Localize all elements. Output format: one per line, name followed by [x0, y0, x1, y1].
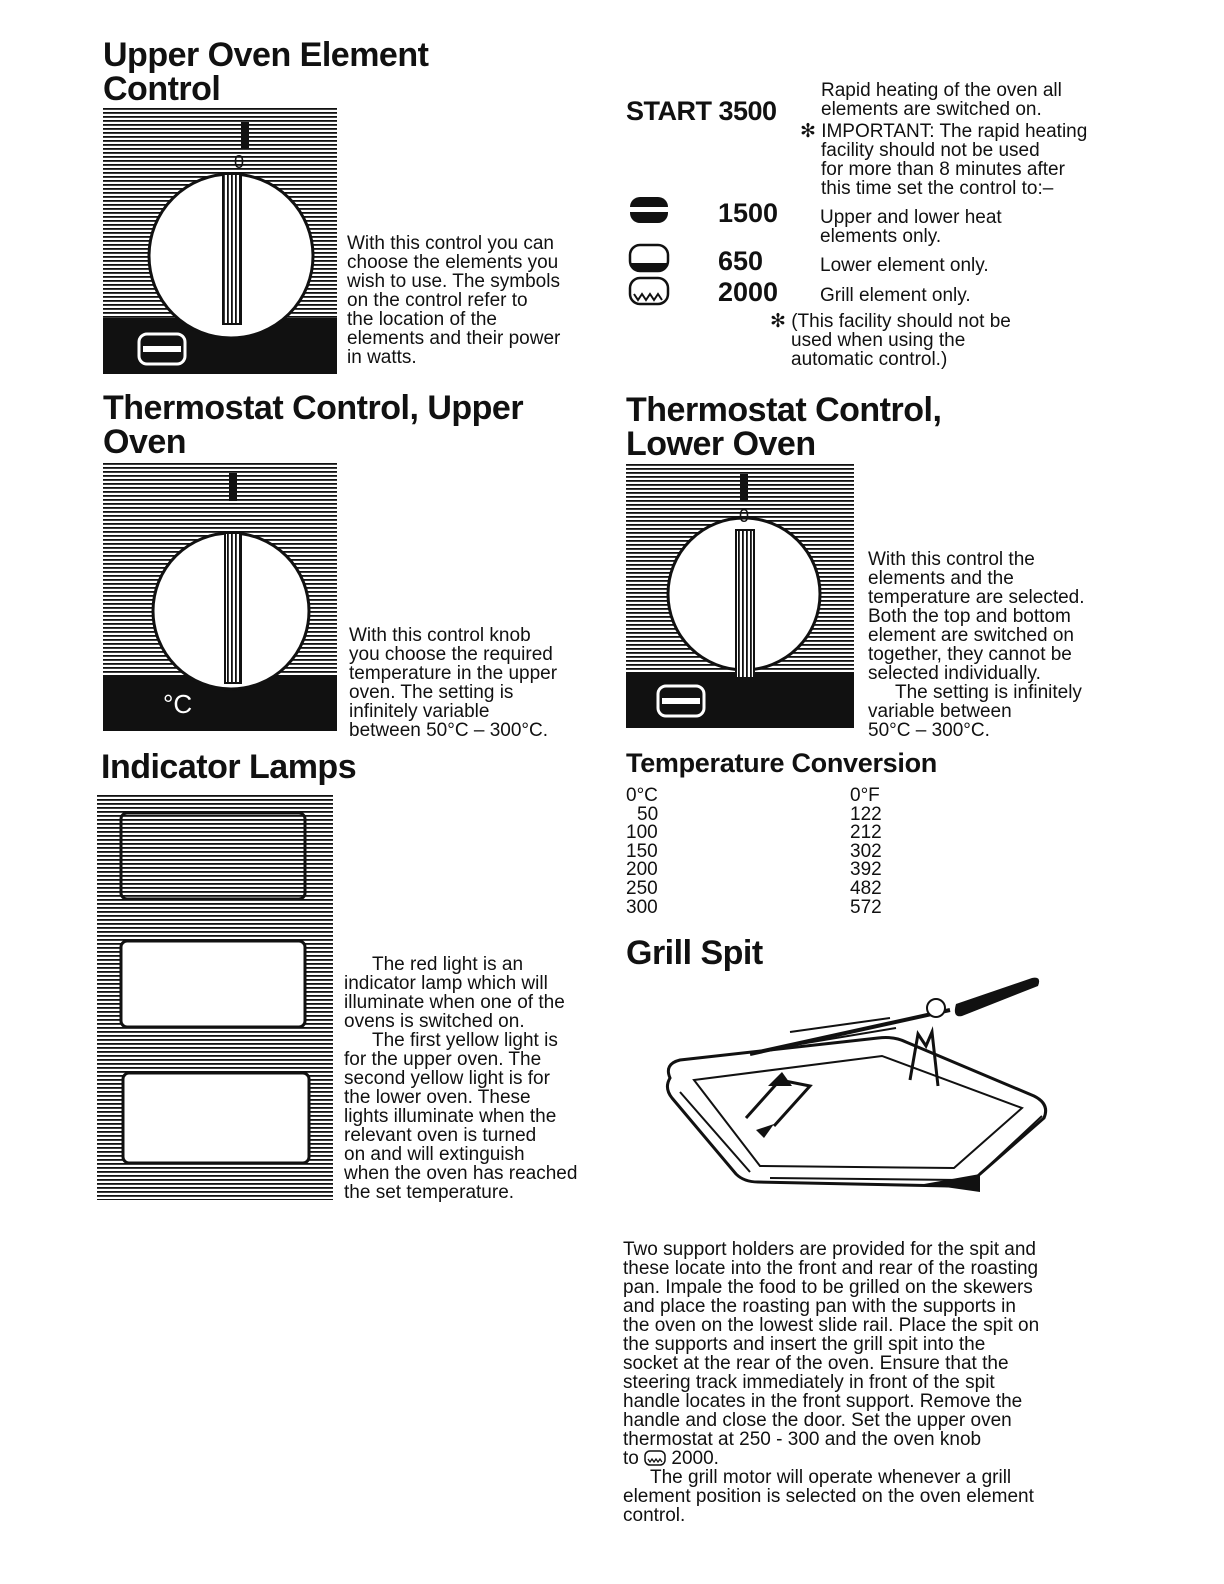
conversion-cell-f: 392: [850, 859, 882, 881]
indicator-desc-line: when the oven has reached: [344, 1163, 578, 1184]
upper-element-title-line2: Control: [103, 70, 221, 108]
indicator-desc-line: illuminate when one of the: [344, 992, 565, 1013]
thermo-lower-knob-label: 0: [738, 506, 750, 526]
upper-element-title-line1: Upper Oven Element: [103, 36, 429, 74]
grill-para-line: handle locates in the front support. Remove the: [623, 1391, 1023, 1412]
thermo-upper-desc-line: you choose the required: [349, 644, 553, 665]
grill-element-icon: [628, 276, 670, 306]
thermo-lower-desc-line: selected individually.: [868, 663, 1041, 684]
watts-1500: 1500: [718, 198, 779, 228]
note-line: ✻ (This facility should not be: [770, 311, 1011, 332]
grill-para-line: [623, 1449, 1093, 1468]
thermo-lower-desc-line: element are switched on: [868, 625, 1074, 646]
upper-element-desc-line: in watts.: [347, 347, 417, 368]
grill-element-icon: [644, 1450, 666, 1466]
grill-para-line: Two support holders are provided for the spit and: [623, 1239, 1036, 1260]
thermo-lower-desc-line: The setting is infinitely: [895, 682, 1082, 703]
thermo-upper-description: [349, 626, 599, 740]
conversion-cell-f: 302: [850, 840, 882, 862]
start-desc-line: Rapid heating of the oven all: [821, 80, 1062, 101]
grill-spit-illustration: [650, 968, 1060, 1228]
conversion-header-c: 0°C: [626, 785, 658, 806]
thermo-lower-title: [626, 393, 941, 461]
note-line: used when using the: [791, 330, 966, 351]
grill-para-line: steering track immediately in front of the spit: [623, 1372, 995, 1393]
table-row: [626, 787, 882, 806]
upper-lower-heat-icon: [628, 195, 670, 225]
thermo-lower-desc-line: temperature are selected.: [868, 587, 1085, 608]
grill-para-line: pan. Impale the food to be grilled on the skewers: [623, 1277, 1033, 1298]
thermo-lower-title-line1: Thermostat Control,: [626, 391, 942, 429]
conversion-cell-c: 100: [626, 822, 658, 844]
table-row: [626, 843, 882, 862]
important-line: this time set the control to:–: [821, 178, 1054, 199]
thermo-lower-desc-line: variable between: [868, 701, 1012, 722]
conversion-cell-c: 300: [626, 896, 658, 918]
start-label: START 3500: [626, 96, 777, 126]
thermo-upper-knob-figure: [103, 463, 337, 735]
thermo-lower-desc-line: 50°C – 300°C.: [868, 720, 990, 741]
conversion-cell-f: 482: [850, 877, 882, 899]
conversion-cell-c: 250: [626, 877, 658, 899]
thermo-upper-desc-line: temperature in the upper: [349, 663, 558, 684]
thermo-upper-desc-line: infinitely variable: [349, 701, 490, 722]
important-line: ✻ IMPORTANT: The rapid heating: [800, 121, 1088, 142]
upper-element-desc-line: wish to use. The symbols: [347, 271, 560, 292]
grill-spit-title: Grill Spit: [626, 934, 763, 972]
table-row: [626, 806, 882, 825]
indicator-desc-line: on and will extinguish: [344, 1144, 525, 1165]
thermo-upper-title-line1: Thermostat Control, Upper: [103, 389, 524, 427]
indicator-desc-line: indicator lamp which will: [344, 973, 548, 994]
indicator-desc-line: The first yellow light is: [372, 1030, 558, 1051]
mode-2000-description: Grill element only.: [820, 285, 971, 306]
grill-para-line: The grill motor will operate whenever a grill: [650, 1467, 1012, 1488]
indicator-lamps-title: Indicator Lamps: [101, 748, 357, 786]
grill-para-line: and place the roasting pan with the supports in: [623, 1296, 1016, 1317]
conversion-cell-c: 50: [637, 803, 659, 825]
important-note: [800, 122, 1120, 198]
mode-1500-description: [820, 208, 1002, 246]
grill-para-line: socket at the rear of the oven. Ensure that the: [623, 1353, 1009, 1374]
upper-element-description: [347, 234, 597, 367]
mode-650-description: Lower element only.: [820, 255, 989, 276]
watts-2000: 2000: [718, 277, 779, 307]
upper-element-desc-line: elements and their power: [347, 328, 561, 349]
indicator-desc-line: second yellow light is for: [344, 1068, 550, 1089]
thermo-lower-description: [868, 550, 1118, 740]
indicator-desc-line: lights illuminate when the: [344, 1106, 557, 1127]
upper-element-knob-label: 0: [233, 152, 245, 172]
upper-element-desc-line: on the control refer to: [347, 290, 528, 311]
red-lamp-icon: [121, 813, 305, 899]
indicator-lamps-description: [344, 955, 604, 1202]
grill-spit-paragraph: [623, 1240, 1093, 1525]
table-row: [626, 824, 882, 843]
upper-element-title: [103, 38, 428, 106]
grill-para-line: control.: [623, 1505, 686, 1526]
grill-para-line: thermostat at 250 - 300 and the oven knob: [623, 1429, 982, 1450]
grill-para-line: element position is selected on the oven element: [623, 1486, 1034, 1507]
mode-desc-line: Upper and lower heat: [820, 207, 1002, 228]
indicator-desc-line: ovens is switched on.: [344, 1011, 525, 1032]
celsius-unit-label: °C: [163, 689, 193, 719]
upper-element-desc-line: choose the elements you: [347, 252, 559, 273]
start-description: [821, 81, 1121, 119]
watts-650: 650: [718, 246, 764, 276]
table-row: [626, 899, 882, 918]
thermo-lower-knob-figure: [626, 464, 854, 732]
conversion-cell-f: 212: [850, 822, 882, 844]
indicator-desc-line: The red light is an: [372, 954, 524, 975]
grill-para-suffix: 2000.: [666, 1448, 719, 1469]
lower-yellow-lamp-icon: [123, 1073, 309, 1163]
thermo-lower-title-line2: Lower Oven: [626, 425, 816, 463]
thermo-upper-desc-line: oven. The setting is: [349, 682, 514, 703]
conversion-title: Temperature Conversion: [626, 748, 937, 778]
upper-element-desc-line: the location of the: [347, 309, 497, 330]
conversion-cell-f: 122: [850, 803, 882, 825]
indicator-desc-line: for the upper oven. The: [344, 1049, 542, 1070]
thermo-lower-desc-line: With this control the: [868, 549, 1035, 570]
mode-desc-line: elements only.: [820, 226, 942, 247]
table-row: [626, 880, 882, 899]
thermo-lower-desc-line: together, they cannot be: [868, 644, 1072, 665]
thermo-upper-desc-line: between 50°C – 300°C.: [349, 720, 548, 741]
lower-element-icon: [628, 243, 670, 273]
conversion-cell-f: 572: [850, 896, 882, 918]
start-desc-line: elements are switched on.: [821, 99, 1042, 120]
automatic-control-note: [770, 312, 1070, 369]
table-row: [626, 861, 882, 880]
grill-para-line: the supports and insert the grill spit into the: [623, 1334, 986, 1355]
grill-para-line: handle and close the door. Set the upper oven: [623, 1410, 1012, 1431]
grill-para-line: these locate into the front and rear of the roasting: [623, 1258, 1039, 1279]
thermo-upper-title-line2: Oven: [103, 423, 187, 461]
indicator-desc-line: relevant oven is turned: [344, 1125, 537, 1146]
conversion-header-f: 0°F: [850, 785, 880, 806]
grill-para-line: the oven on the lowest slide rail. Place the spit on: [623, 1315, 1040, 1336]
note-line: automatic control.): [791, 349, 948, 370]
upper-element-knob-figure: [103, 108, 337, 376]
conversion-table: [626, 787, 882, 917]
conversion-cell-c: 150: [626, 840, 658, 862]
upper-yellow-lamp-icon: [121, 941, 305, 1027]
thermo-lower-desc-line: elements and the: [868, 568, 1014, 589]
grill-para-prefix: to: [623, 1448, 639, 1469]
important-line: for more than 8 minutes after: [821, 159, 1065, 180]
indicator-desc-line: the set temperature.: [344, 1182, 515, 1203]
indicator-lamps-figure: [97, 795, 333, 1200]
conversion-cell-c: 200: [626, 859, 658, 881]
thermo-lower-desc-line: Both the top and bottom: [868, 606, 1071, 627]
thermo-upper-desc-line: With this control knob: [349, 625, 531, 646]
indicator-desc-line: the lower oven. These: [344, 1087, 531, 1108]
thermo-upper-title: [103, 391, 523, 459]
upper-element-desc-line: With this control you can: [347, 233, 554, 254]
important-line: facility should not be used: [821, 140, 1040, 161]
